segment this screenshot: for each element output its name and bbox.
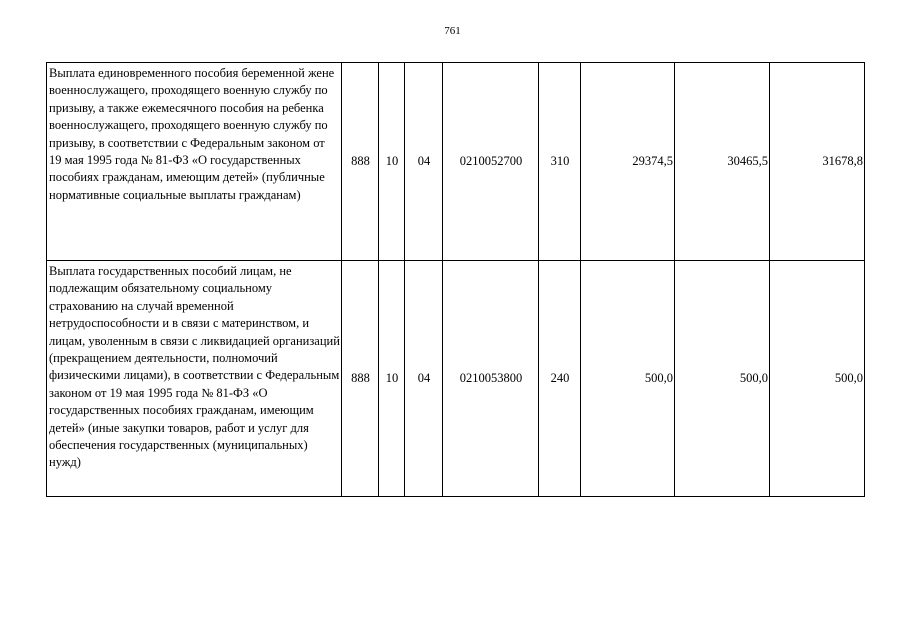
section-code: 10 <box>379 261 405 497</box>
amount-year-1: 500,0 <box>581 261 675 497</box>
row-description: Выплата единовременного пособия беременной жене военнослужащего, проходящего военную службу по призыву, а также ежемесячного пособия на ребенка военнослужащего, проходящего военную службу по призыву, в соответствии с Федеральным законом от 19 мая 1995 года № 81-ФЗ «О государственных пособиях гражданам, имеющим детей» (публичные нормативные социальные выплаты гражданам) <box>47 63 342 261</box>
ministry-code: 888 <box>342 261 379 497</box>
expense-type-code: 240 <box>539 261 581 497</box>
budget-table <box>46 62 865 497</box>
amount-year-1: 29374,5 <box>581 63 675 261</box>
target-article-code: 0210052700 <box>443 63 539 261</box>
table-row <box>47 261 865 497</box>
expense-type-code: 310 <box>539 63 581 261</box>
amount-year-2: 500,0 <box>675 261 770 497</box>
subsection-code: 04 <box>405 63 443 261</box>
page-number: 761 <box>444 25 461 37</box>
amount-year-3: 500,0 <box>770 261 865 497</box>
subsection-code: 04 <box>405 261 443 497</box>
table-row <box>47 63 865 261</box>
ministry-code: 888 <box>342 63 379 261</box>
amount-year-2: 30465,5 <box>675 63 770 261</box>
amount-year-3: 31678,8 <box>770 63 865 261</box>
target-article-code: 0210053800 <box>443 261 539 497</box>
section-code: 10 <box>379 63 405 261</box>
row-description: Выплата государственных пособий лицам, не подлежащим обязательному социальному страхованию на случай временной нетрудоспособности и в связи с материнством, и лицам, уволенным в связи с ликвидацией организаций (прекращением деятельности, полномочий физическими лицами), в соответствии с Федеральным законом от 19 мая 1995 года № 81-ФЗ «О государственных пособиях гражданам, имеющим детей» (иные закупки товаров, работ и услуг для обеспечения государственных (муниципальных) нужд) <box>47 261 342 497</box>
